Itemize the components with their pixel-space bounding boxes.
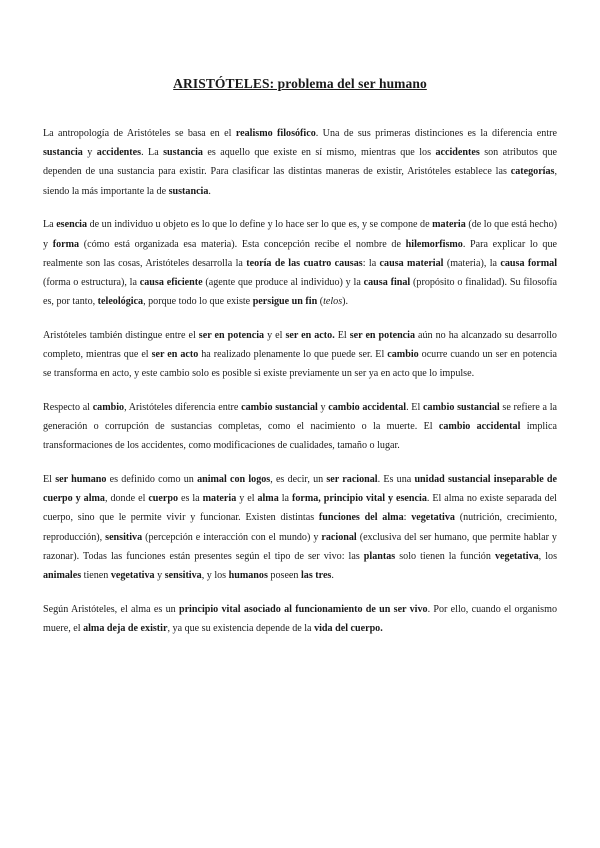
text-run: , ya que su existencia depende de la <box>167 622 315 634</box>
text-run: . <box>208 185 211 197</box>
text-run: y <box>82 147 97 159</box>
text-run: y el <box>264 329 286 341</box>
bold-term: cambio sustancial <box>241 401 318 413</box>
text-run: . Es una <box>377 474 415 486</box>
bold-term: cambio accidental <box>438 421 521 433</box>
text-run: Aristóteles también distingue entre el <box>43 329 199 341</box>
text-run: , porque todo lo que existe <box>143 296 253 308</box>
text-run: ocurre cuando un ser en potencia se transforma en acto, y este cambio solo es posible si existe previamente un ser ya en acto que lo impulse. <box>43 349 557 380</box>
bold-term: ser humano <box>55 474 107 486</box>
bold-term: sustancia <box>168 185 209 197</box>
bold-term: vida del cuerpo. <box>314 622 383 634</box>
bold-term: accidentes <box>435 147 480 159</box>
text-run: Respecto al <box>43 401 93 413</box>
text-run: ha realizado plenamente lo que puede ser. El <box>198 349 388 361</box>
bold-term: plantas <box>363 550 396 562</box>
bold-term: teoría de las cuatro causas <box>246 257 363 269</box>
document-title: ARISTÓTELES: problema del ser humano <box>173 76 427 91</box>
bold-term: humanos <box>228 570 268 582</box>
text-run: son atributos que dependen de una sustancia para existir. Para clasificar las distintas maneras de existir, Aristóteles establece las <box>43 147 557 178</box>
text-run: aún no ha alcanzado su desarrollo completo, mientras que el <box>43 329 557 361</box>
paragraph-potencia-acto <box>43 326 557 384</box>
bold-term: ser racional <box>326 474 378 486</box>
text-run: y <box>154 570 165 582</box>
bold-term: causa material <box>379 257 444 269</box>
bold-term: cuerpo <box>148 493 179 505</box>
text-run: Según Aristóteles, el alma es un <box>43 603 179 615</box>
bold-term: hilemorfismo <box>405 238 463 250</box>
text-run: . Por ello, cuando el organismo muere, el <box>43 603 557 634</box>
text-run: es definido como un <box>106 474 198 486</box>
text-run: . Una de sus primeras distinciones es la diferencia entre <box>315 128 557 139</box>
paragraph-esencia <box>43 215 557 311</box>
text-run: , es decir, un <box>270 474 327 486</box>
bold-term: vegetativa <box>110 570 155 582</box>
text-run: . La <box>141 147 164 159</box>
text-run: (materia), la <box>443 257 501 269</box>
text-run: implica transformaciones de los accidentes, como modificaciones de cualidades, tamaño o lugar. <box>43 421 557 452</box>
bold-term: ser en potencia <box>198 329 265 341</box>
document-body <box>43 124 557 638</box>
bold-term: causa eficiente <box>139 276 203 288</box>
bold-term: cambio accidental <box>328 401 407 413</box>
text-run: (exclusiva del ser humano, que permite hablar y razonar). Todas las funciones están presentes según el tipo de ser vivo: las <box>43 531 557 562</box>
bold-term: realismo filosófico <box>235 128 316 139</box>
text-run: (percepción e interacción con el mundo) y <box>142 531 322 543</box>
text-run: se refiere a la generación o corrupción de sustancias completas, como el nacimiento o la muerte. El <box>43 401 557 433</box>
text-run: El <box>334 329 350 341</box>
text-run: , y los <box>201 570 229 582</box>
text-run: , donde el <box>104 493 149 505</box>
bold-term: racional <box>321 531 357 543</box>
bold-term: causa final <box>363 276 411 288</box>
bold-term: unidad sustancial inseparable de cuerpo y alma <box>43 474 557 505</box>
text-run: y el <box>236 493 258 505</box>
bold-term: forma <box>52 238 80 250</box>
text-run: (propósito o finalidad). Su filosofía es, por tanto, <box>43 276 557 308</box>
bold-term: materia <box>432 219 466 231</box>
bold-term: funciones del alma <box>318 512 404 524</box>
bold-term: persigue un fin <box>252 296 318 308</box>
paragraph-alma <box>43 600 557 638</box>
text-run: . El alma no existe separada del cuerpo, sino que le permite vivir y funcionar. Existen distintas <box>43 493 557 524</box>
text-run: (forma o estructura), la <box>43 276 140 288</box>
bold-term: cambio sustancial <box>422 401 500 413</box>
text-run: es aquello que existe en sí mismo, mientras que los <box>202 147 436 159</box>
bold-term: vegetativa <box>411 512 455 524</box>
bold-term: vegetativa <box>494 550 539 562</box>
bold-term: esencia <box>56 219 88 231</box>
text-run: (agente que produce al individuo) y la <box>202 276 364 288</box>
bold-term: las tres <box>300 570 332 582</box>
bold-term: alma deja de existir <box>83 622 168 634</box>
text-run: . Para explicar lo que realmente son las cosas, Aristóteles desarrolla la <box>43 238 558 269</box>
bold-term: animal con logos <box>197 474 271 486</box>
text-run: (de lo que está hecho) y <box>43 219 557 250</box>
text-run: ( <box>317 296 324 308</box>
bold-term: sustancia <box>163 147 203 159</box>
bold-term: sensitiva <box>164 570 202 582</box>
text-run: es la <box>178 493 203 505</box>
text-run: , Aristóteles diferencia entre <box>124 401 242 413</box>
bold-term: causa formal <box>500 257 558 269</box>
bold-term: accidentes <box>96 147 142 159</box>
text-run: , siendo la más importante la de <box>43 166 557 197</box>
text-run: de un individuo u objeto es lo que lo define y lo hace ser lo que es, y se compone de <box>87 219 433 231</box>
bold-term: ser en acto <box>151 349 199 361</box>
paragraph-cambio <box>43 398 557 456</box>
text-run: la <box>278 493 292 505</box>
bold-term: ser en acto. <box>285 329 335 341</box>
paragraph-realismo <box>43 124 557 201</box>
text-run: . El <box>406 401 423 413</box>
text-run: , los <box>538 550 557 562</box>
bold-term: cambio <box>92 401 125 413</box>
text-run: y <box>317 401 329 413</box>
bold-term: sensitiva <box>105 531 143 543</box>
italic-term: telos <box>323 296 343 308</box>
text-run: (cómo está organizada esa materia). Esta concepción recibe el nombre de <box>79 238 406 250</box>
bold-term: sustancia <box>43 147 83 159</box>
text-run: La <box>43 219 57 231</box>
text-run: tienen <box>81 570 111 582</box>
text-run: La antropología de Aristóteles se basa en el <box>43 128 236 139</box>
bold-term: cambio <box>387 349 419 361</box>
bold-term: alma <box>257 493 279 505</box>
text-run: solo tienen la función <box>395 550 495 562</box>
text-run: poseen <box>267 570 301 582</box>
bold-term: teleológica <box>97 296 144 308</box>
bold-term: forma, principio vital y esencia <box>291 493 427 505</box>
bold-term: categorías <box>510 166 555 178</box>
bold-term: ser en potencia <box>349 329 416 341</box>
text-run: (nutrición, crecimiento, reproducción), <box>43 512 557 543</box>
text-run: : la <box>362 257 380 269</box>
paragraph-ser-humano <box>43 470 557 585</box>
text-run: El <box>43 474 56 486</box>
text-run: ). <box>342 296 349 308</box>
bold-term: materia <box>202 493 237 505</box>
text-run: : <box>403 512 412 524</box>
text-run: . <box>331 570 334 582</box>
bold-term: principio vital asociado al funcionamiento de un ser vivo <box>178 603 428 615</box>
bold-term: animales <box>43 570 82 582</box>
